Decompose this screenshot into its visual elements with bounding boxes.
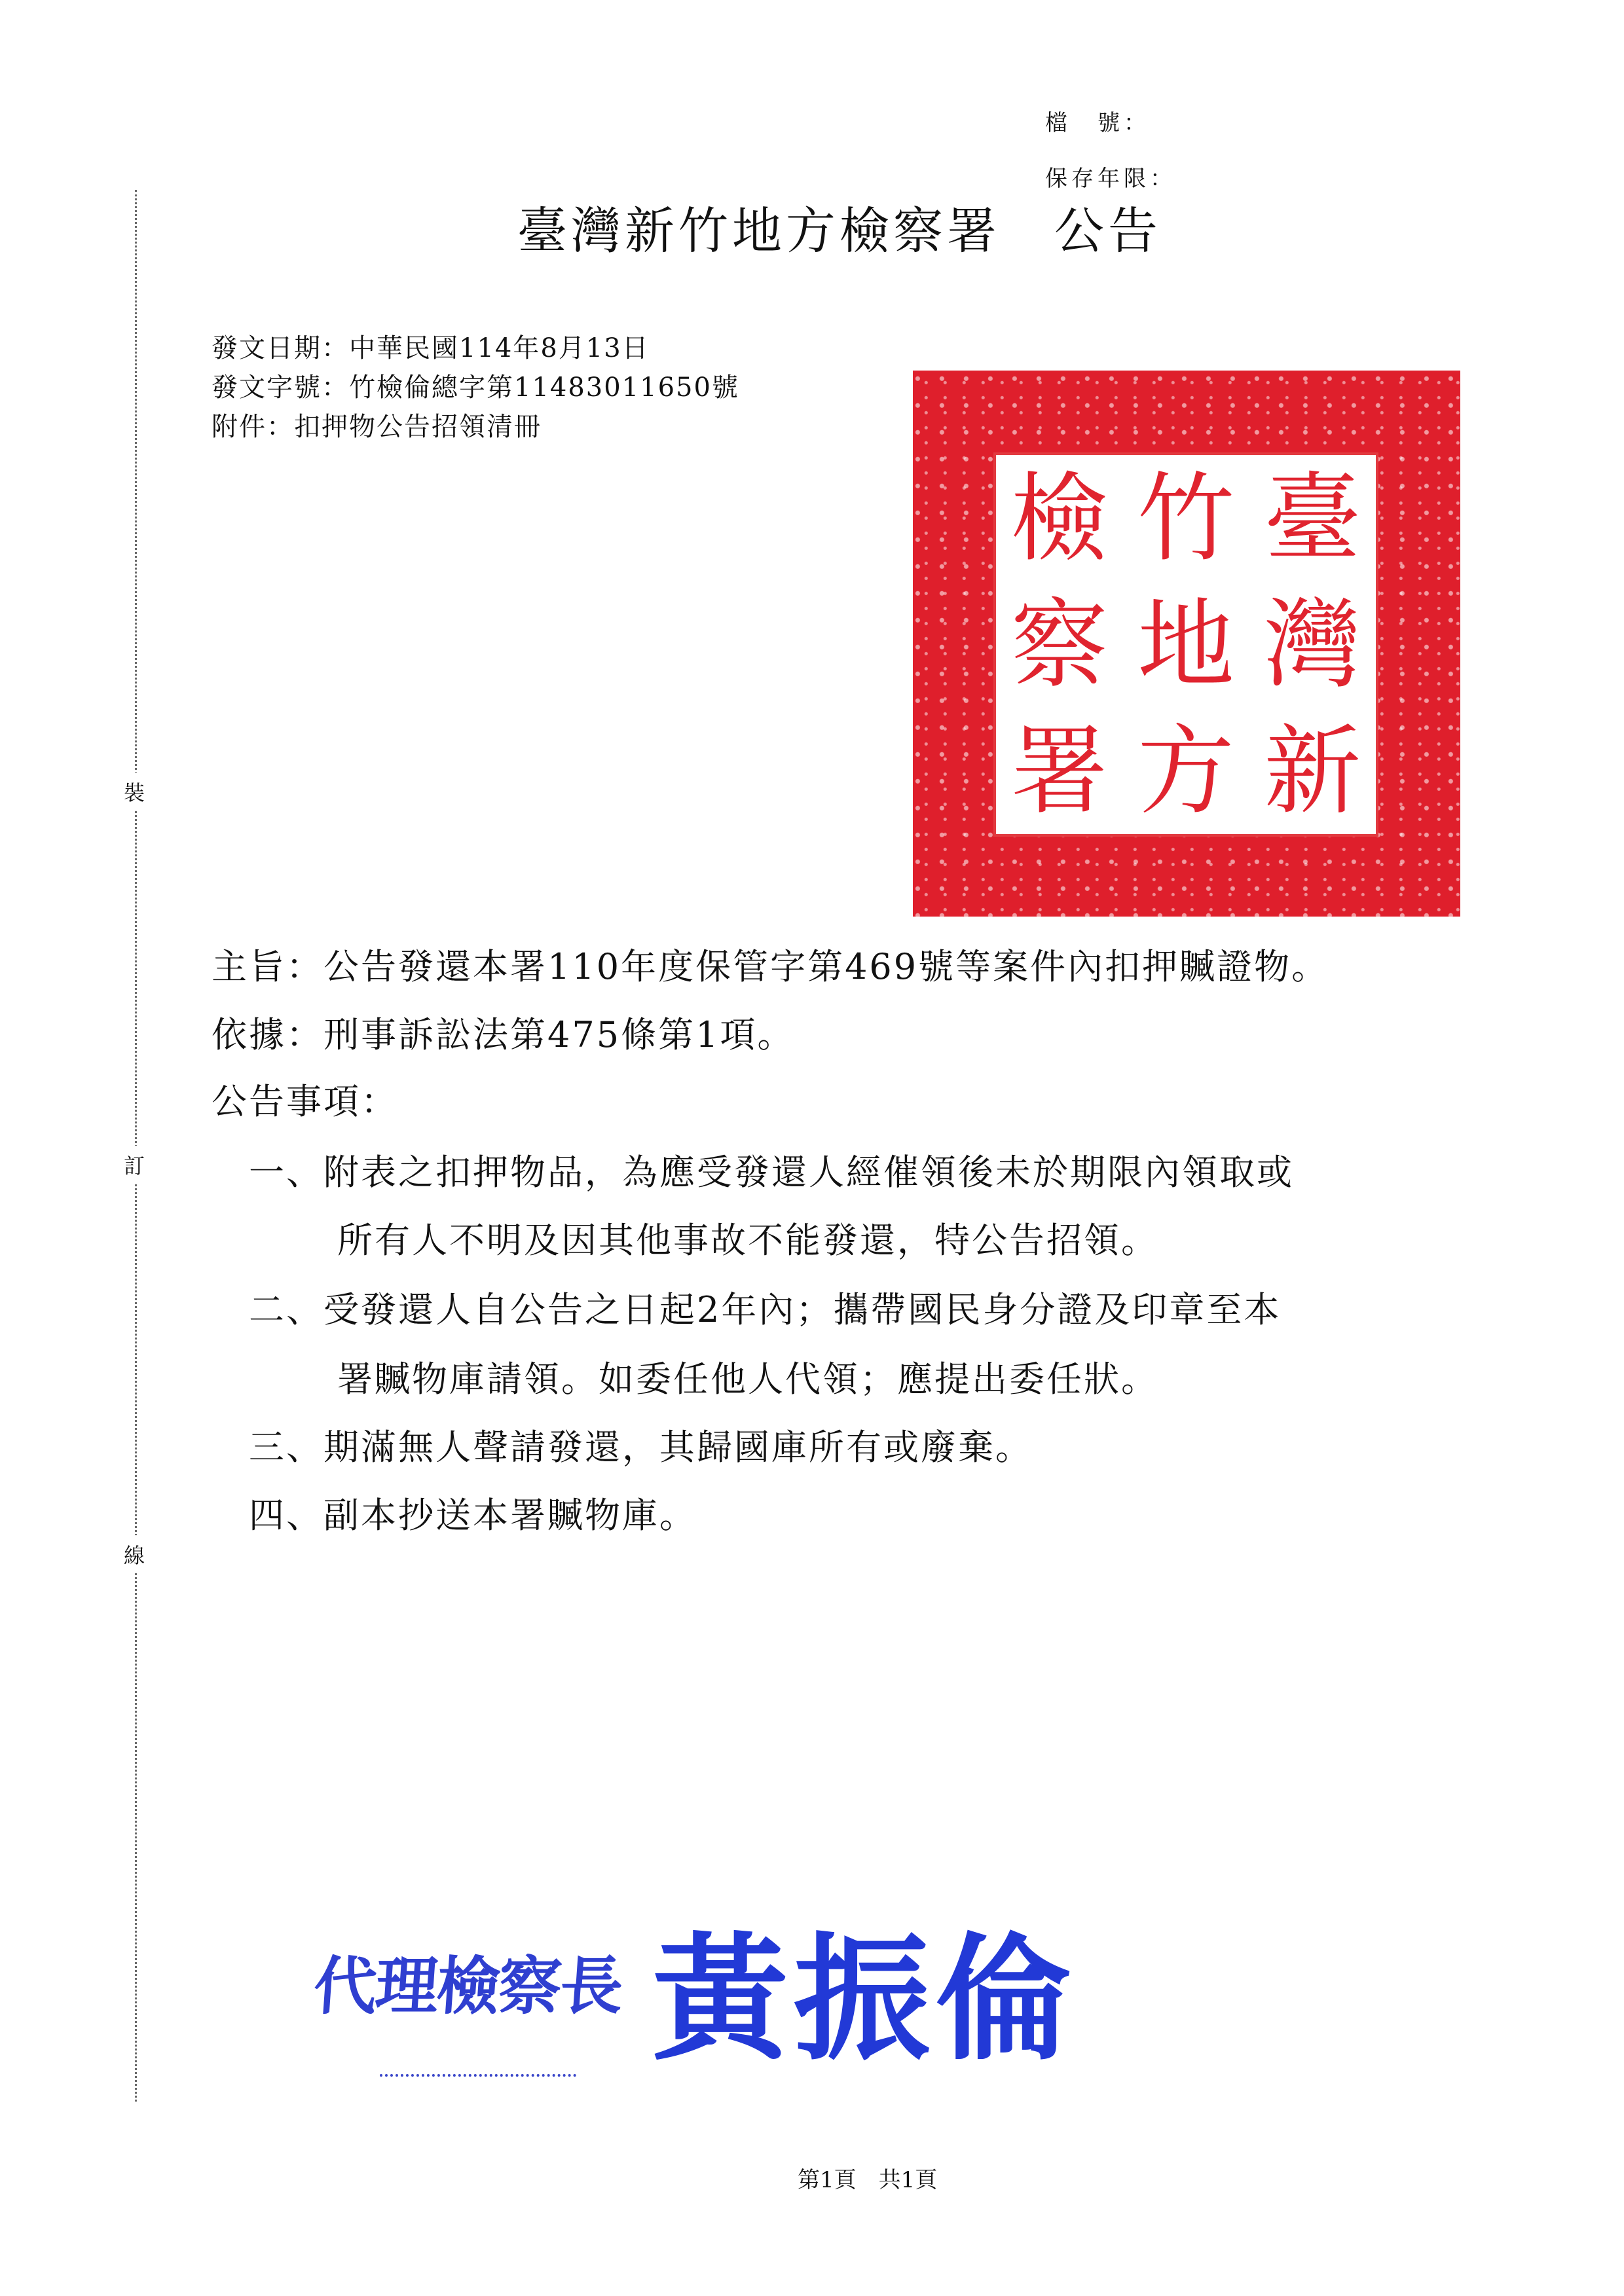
item-3-line: 三、期滿無人聲請發還，其歸國庫所有或廢棄。 [249, 1427, 1033, 1468]
item-4-line: 四、副本抄送本署贓物庫。 [249, 1495, 697, 1536]
attachment-label: 附件：扣押物公告招領清冊 [212, 412, 542, 442]
page-title: 臺灣新竹地方檢察署 公告 [517, 202, 1162, 260]
item-2-line-2: 署贓物庫請領。如委任他人代領；應提出委任狀。 [337, 1358, 1158, 1400]
issue-date: 發文日期：中華民國114年8月13日 [212, 333, 650, 363]
basis-line: 依據：刑事訴訟法第475條第1項。 [212, 1014, 795, 1055]
binding-mark-xian: 線 [118, 1535, 151, 1573]
seal-char: 灣 [1264, 588, 1361, 701]
seal-char: 方 [1137, 714, 1235, 828]
subject-line: 主旨：公告發還本署110年度保管字第469號等案件內扣押贓證物。 [212, 946, 1329, 987]
seal-char: 臺 [1264, 462, 1361, 575]
signature-title-stamp: 代理檢察長 [311, 1950, 625, 2023]
official-seal [913, 371, 1460, 917]
signature-name-stamp: 黃振倫 [652, 1921, 1077, 2079]
seal-inner-square [993, 452, 1378, 837]
item-1-line-2: 所有人不明及因其他事故不能發還，特公告招領。 [337, 1220, 1158, 1261]
seal-char: 署 [1010, 714, 1108, 828]
binding-mark-zhuang: 裝 [118, 773, 151, 811]
signature-underline [380, 2074, 576, 2077]
document-number: 發文字號：竹檢倫總字第11483011650號 [212, 373, 739, 403]
retention-period-label: 保存年限： [1045, 166, 1176, 192]
seal-char: 檢 [1010, 462, 1108, 575]
item-2-line-1: 二、受發還人自公告之日起2年內；攜帶國民身分證及印章至本 [249, 1289, 1282, 1330]
seal-char: 竹 [1137, 462, 1235, 575]
seal-char: 新 [1264, 714, 1361, 828]
page-number: 第1頁 共1頁 [798, 2167, 938, 2193]
binding-mark-ding: 訂 [118, 1146, 151, 1184]
items-heading: 公告事項： [212, 1081, 398, 1122]
item-1-line-1: 一、附表之扣押物品，為應受發還人經催領後未於期限內領取或 [249, 1152, 1294, 1193]
seal-char: 察 [1010, 588, 1108, 701]
file-number-label: 檔 號： [1045, 110, 1150, 136]
seal-char: 地 [1137, 588, 1235, 701]
